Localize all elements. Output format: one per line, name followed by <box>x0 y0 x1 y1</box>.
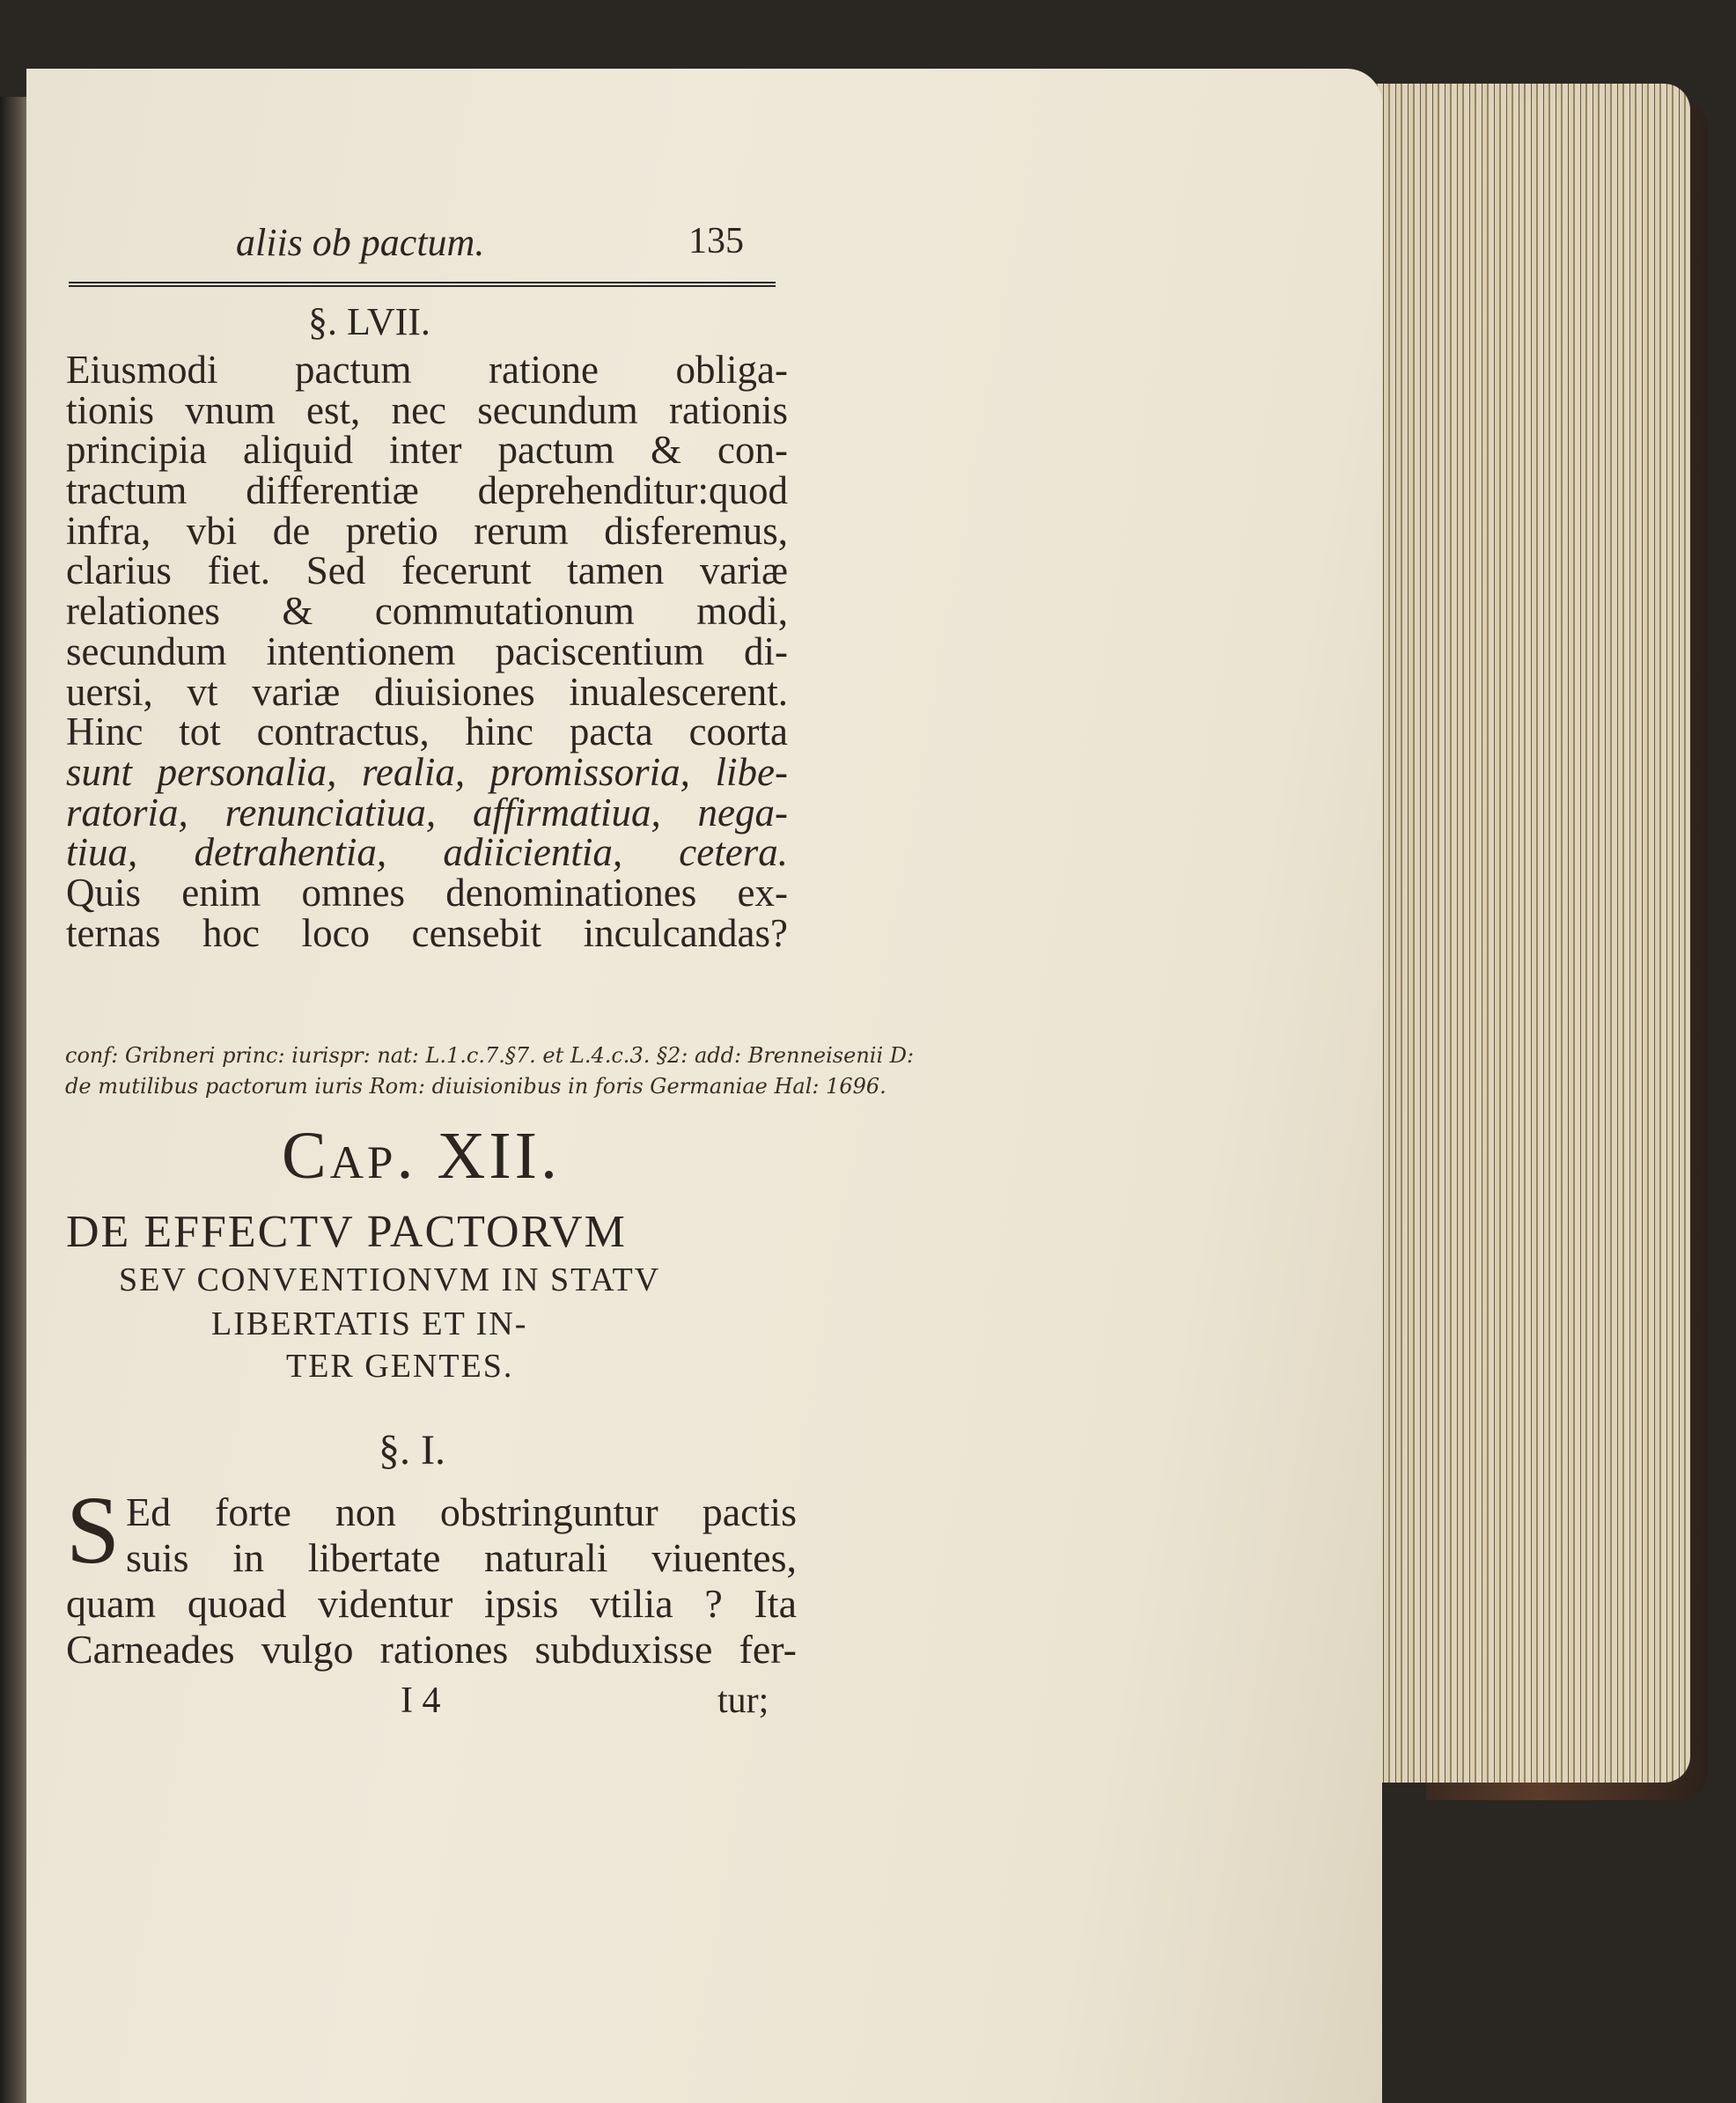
handwritten-note-line-1: conf: Gribneri princ: iurispr: nat: L.1.c.7.§7. et L.4.c.3. §2: add: Brenneisenii D: <box>65 1043 915 1068</box>
chapter-title-line-1: DE EFFECTV PACTORVM <box>66 1207 627 1257</box>
drop-capital: S <box>66 1476 121 1584</box>
text-line: Carneades vulgo rationes subduxisse fer- <box>66 1627 797 1672</box>
text-line: clarius fiet. Sed fecerunt tamen variæ <box>66 548 788 593</box>
section-heading: §. LVII. <box>308 300 430 343</box>
text-line: relationes & commutationum modi, <box>66 589 788 634</box>
chapter-title-line-2: SEV CONVENTIONVM IN STATV <box>119 1261 661 1298</box>
text-line: suis in libertate naturali viuentes, <box>126 1535 797 1580</box>
page-fore-edges <box>1347 84 1690 1783</box>
text-line: uersi, vt variæ diuisiones inualescerent. <box>66 669 788 714</box>
page-number: 135 <box>688 221 744 261</box>
paragraph-section-1 <box>66 1489 797 1673</box>
text-line: principia aliquid inter pactum & con- <box>66 428 788 473</box>
chapter-title-line-3: LIBERTATIS ET IN- <box>211 1305 528 1342</box>
text-line: tiua, detrahentia, adiicientia, cetera. <box>66 830 788 875</box>
chapter-title-line-4: TER GENTES. <box>286 1348 514 1385</box>
running-head: aliis ob pactum. <box>236 221 485 264</box>
section-heading-2: §. I. <box>379 1427 445 1474</box>
text-line: ternas hoc loco censebit inculcandas? <box>66 910 788 955</box>
text-line: infra, vbi de pretio rerum disferemus, <box>66 508 788 553</box>
text-line: secundum intentionem paciscentium di- <box>66 629 788 673</box>
text-line: ratoria, renunciatiua, affirmatiua, nega- <box>66 790 788 835</box>
text-line: Eiusmodi pactum ratione obliga- <box>66 348 788 392</box>
header-rule <box>69 282 776 287</box>
text-line: Ed forte non obstringuntur pactis <box>126 1489 797 1534</box>
chapter-number: Cap. XII. <box>282 1119 561 1193</box>
text-line: tractum differentiæ deprehenditur:quod <box>66 468 788 513</box>
text-line: quam quoad videntur ipsis vtilia ? Ita <box>66 1581 797 1626</box>
handwritten-note-line-2: de mutilibus pactorum iuris Rom: diuisionibus in foris Germaniae Hal: 1696. <box>65 1074 886 1099</box>
text-line: Hinc tot contractus, hinc pacta coorta <box>66 710 788 754</box>
paragraph-section-57 <box>66 350 788 953</box>
signature-mark: I 4 <box>401 1680 441 1721</box>
text-line: sunt personalia, realia, promissoria, libe- <box>66 749 788 794</box>
text-line: Quis enim omnes denominationes ex- <box>66 870 788 915</box>
catchword: tur; <box>717 1680 769 1721</box>
text-line: tionis vnum est, nec secundum rationis <box>66 387 788 432</box>
